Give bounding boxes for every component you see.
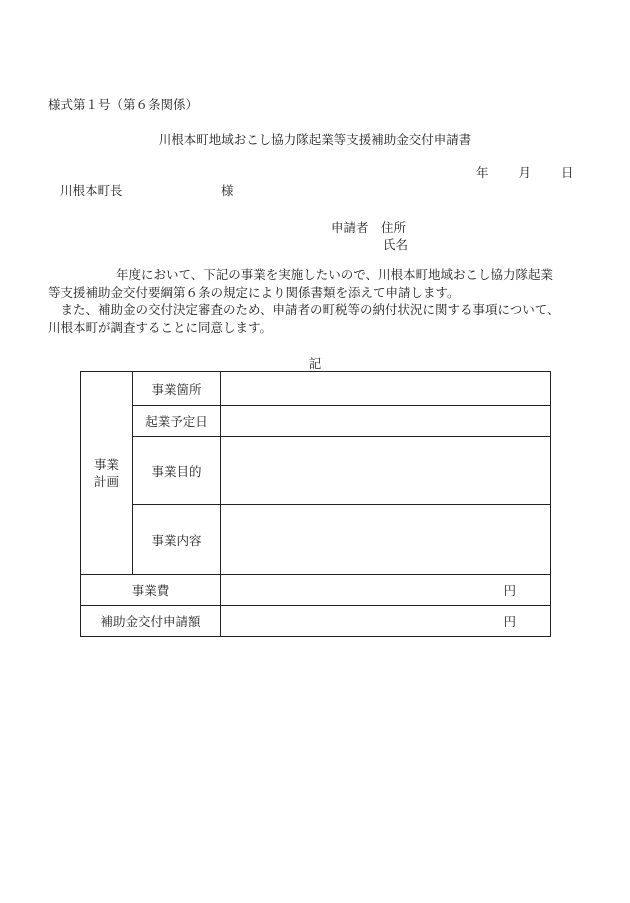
location-value-cell[interactable] bbox=[221, 372, 551, 406]
content-value-cell[interactable] bbox=[221, 505, 551, 575]
date-month: 月 bbox=[518, 165, 532, 180]
date-year: 年 bbox=[476, 165, 489, 180]
request-amount-value-cell[interactable] bbox=[221, 606, 551, 637]
date-day: 日 bbox=[561, 165, 574, 180]
applicant-address-line bbox=[331, 218, 406, 236]
body-line: 川根本町が調査することに同意します。 bbox=[48, 319, 273, 335]
addressee: 川根本町長 bbox=[60, 183, 123, 198]
body-line: 年度において、下記の事業を実施したいので、川根本町地域おこし協力隊起業 bbox=[116, 267, 554, 282]
document-title: 川根本町地域おこし協力隊起業等支援補助金交付申請書 bbox=[158, 132, 472, 147]
application-body bbox=[48, 266, 593, 336]
row-label-content: 事業内容 bbox=[133, 505, 221, 575]
start-date-value-cell[interactable] bbox=[221, 406, 551, 437]
request-unit: 円 bbox=[503, 614, 516, 629]
row-label-purpose: 事業目的 bbox=[133, 437, 221, 505]
body-line: また、補助金の交付決定審査のため、申請者の町税等の納付状況に関する事項について、 bbox=[60, 302, 560, 317]
row-label-start-date: 起業予定日 bbox=[133, 406, 221, 437]
table-row bbox=[81, 406, 551, 437]
cost-unit: 円 bbox=[503, 583, 516, 598]
table-row bbox=[81, 437, 551, 505]
application-table bbox=[80, 371, 551, 637]
form-number: 様式第１号（第６条関係） bbox=[48, 97, 199, 112]
table-row bbox=[81, 372, 551, 406]
ki-heading: 記 bbox=[308, 356, 322, 371]
purpose-value-cell[interactable] bbox=[221, 437, 551, 505]
cost-value-cell[interactable] bbox=[221, 575, 551, 606]
table-row bbox=[81, 606, 551, 637]
date-line bbox=[476, 163, 574, 181]
row-label-cost: 事業費 bbox=[81, 575, 221, 606]
business-plan-group-cell: 事業 計画 bbox=[81, 372, 133, 575]
table-row bbox=[81, 575, 551, 606]
row-label-request-amount: 補助金交付申請額 bbox=[81, 606, 221, 637]
table-row bbox=[81, 505, 551, 575]
honorific: 様 bbox=[221, 183, 234, 198]
row-label-location: 事業箇所 bbox=[133, 372, 221, 406]
body-line: 等支援補助金交付要綱第６条の規定により関係書類を添えて申請します。 bbox=[48, 284, 460, 300]
applicant-address-label: 住所 bbox=[381, 220, 407, 235]
applicant-label: 申請者 bbox=[331, 220, 369, 235]
applicant-name-label: 氏名 bbox=[383, 237, 409, 252]
